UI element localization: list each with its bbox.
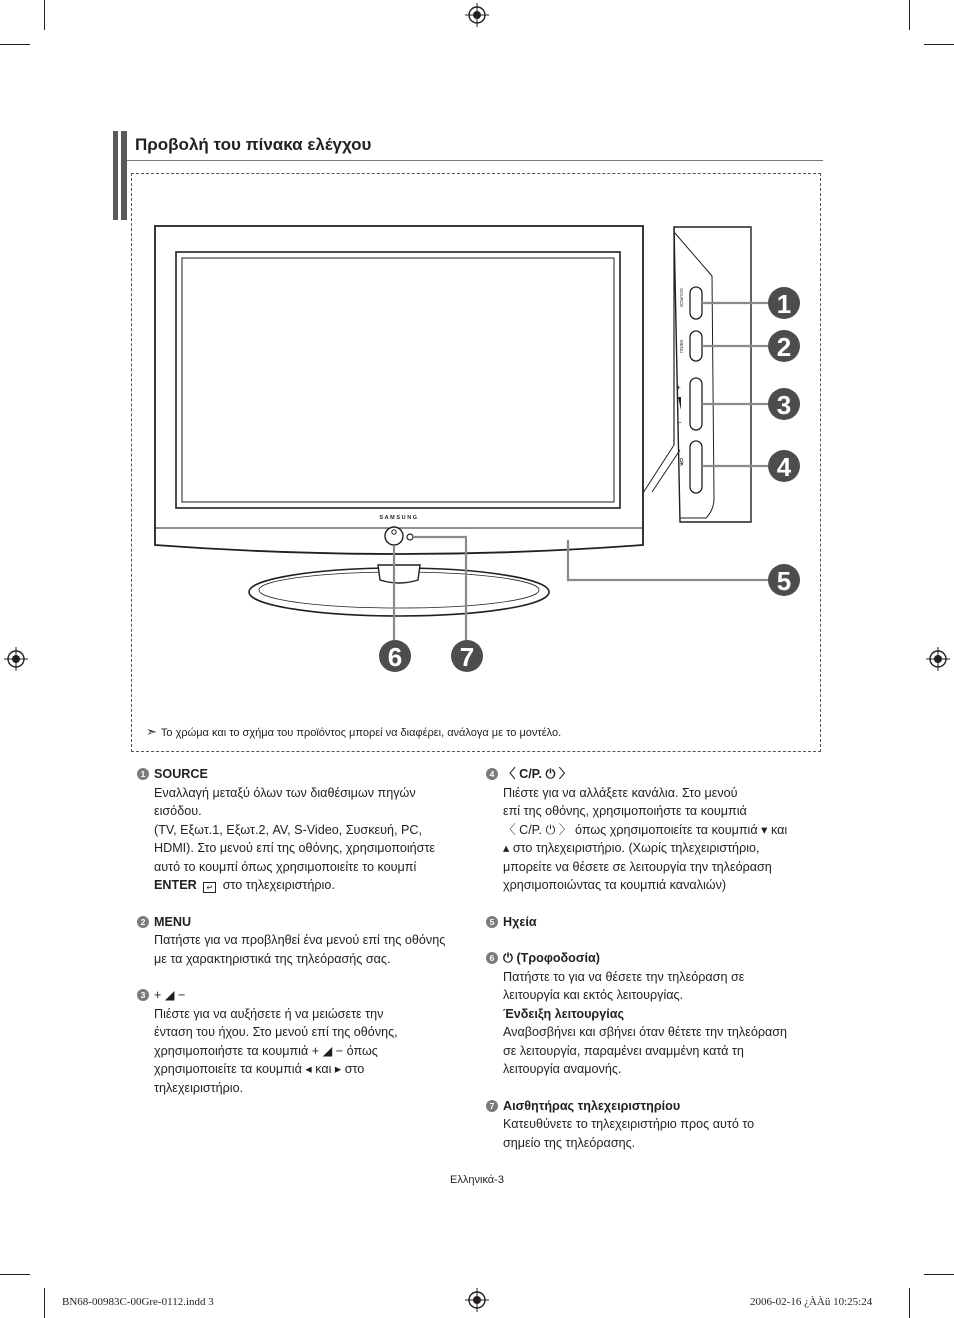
item-sub-label: Ένδειξη λειτουργίας [503,1006,625,1021]
svg-text:7: 7 [459,642,475,672]
item-number-badge: 7 [486,1100,498,1112]
note-text: Το χρώμα και το σχήμα του προϊόντος μπορεί να διαφέρει, ανάλογα με το μοντέλο. [160,727,562,739]
menu-side-button [690,331,702,361]
item-label: Ηχεία [503,914,537,929]
svg-text:1: 1 [776,289,792,319]
item-label: SOURCE [154,767,208,781]
registration-mark-icon [926,647,950,671]
item-sub-text: Αναβοσβήνει και σβήνει όταν θέτετε την τηλεόραση σε λειτουργία, παραμένει αναμμένη κατά τη λειτουργία αναμονής. [503,1025,788,1076]
tv-stand-neck [378,565,420,583]
crop-mark [909,1288,910,1318]
channel-side-button [690,441,702,493]
list-item [140,986,474,1097]
registration-mark-icon [465,1288,489,1312]
enter-tail: στο τηλεχειριστήριο. [222,878,335,892]
item-label: Αισθητήρας τηλεχειριστηρίου [503,1098,681,1113]
tv-illustration [132,174,820,714]
item-text: Πατήστε για να προβληθεί ένα μενού επί της οθόνης με τα χαρακτηριστικά της τηλεόρασής σας. [154,933,446,966]
enter-label: ENTER [154,878,197,892]
list-item [489,913,823,932]
volume-side-button [690,378,702,430]
registration-mark-icon [4,647,28,671]
crop-mark [924,44,954,45]
slug-right: 2006-02-16 ¿ÀÀü 10:25:24 [750,1296,873,1308]
svg-text:6: 6 [387,642,403,672]
item-number-badge: 6 [486,952,498,964]
item-text: Κατευθύνετε το τηλεχειριστήριο προς αυτό το σημείο της τηλεόρασης. [503,1117,755,1150]
item-label: ⏻ (Τροφοδοσία) [503,951,600,965]
heading-bar-highlight [118,131,121,220]
item-label: MENU [154,914,192,929]
list-item [140,913,474,969]
item-label: 〈 C/P. ⏻ 〉 [503,767,572,781]
enter-icon: ↵ [203,882,216,893]
list-item [489,1097,823,1153]
title-rule [127,160,823,161]
side-label-source: SOURCE [679,288,684,308]
item-label: + ◢ − [154,988,186,1002]
side-label-cp: C/P. [679,458,684,467]
list-item [140,765,474,895]
right-column [489,765,823,1170]
item-text: Εναλλαγή μεταξύ όλων των διαθέσιμων πηγών εισόδου. (TV, Εξωτ.1, Εξωτ.2, AV, S-Video, Συσκευή, PC, HDMI). Στο μενού επί της οθόνης, χρησιμοποιήστε αυτό το κουμπί όπως χρησιμοποιείτε το κουμπί [154,785,436,874]
arrow-note-icon: ➣ [146,724,157,739]
crop-mark [924,1274,954,1275]
list-item [489,765,823,895]
side-label-minus: − [677,418,682,427]
page-title: Προβολή του πίνακα ελέγχου [135,135,372,154]
crop-mark [44,1288,45,1318]
item-number-badge: 1 [137,768,149,780]
item-text: Πιέστε για να αυξήσετε ή να μειώσετε την ένταση του ήχου. Στο μενού επί της οθόνης, χρησιμοποιήστε τα κουμπιά + ◢ − όπως χρησιμοποιείτε τα κουμπιά ◂ και ▸ στο τηλεχειριστήριο. [154,1006,398,1095]
item-number-badge: 2 [137,916,149,928]
crop-mark [0,44,30,45]
item-number-badge: 4 [486,768,498,780]
item-number-badge: 5 [486,916,498,928]
remote-sensor [407,534,413,540]
source-side-button [690,287,702,319]
crop-mark [44,0,45,30]
slug-left: BN68-00983C-00Gre-0112.indd 3 [62,1296,214,1308]
svg-text:4: 4 [776,452,792,482]
svg-text:2: 2 [776,332,792,362]
item-text: Πατήστε το για να θέσετε την τηλεόραση σε λειτουργία και εκτός λειτουργίας. [503,969,745,1002]
item-number-badge: 3 [137,989,149,1001]
crop-mark [0,1274,30,1275]
figure-note [146,724,561,740]
crop-mark [909,0,910,30]
item-text: Πιέστε για να αλλάξετε κανάλια. Στο μενού επί της οθόνης, χρησιμοποιήστε τα κουμπιά 〈 C/P. ⏻ 〉 όπως χρησιμοποιείτε τα κουμπιά ▾ και ▴ στο τηλεχειριστήριο. (Χωρίς τηλεχειριστήριο, μπορείτε να θέσετε σε λειτουργία την τηλεόραση χρησιμοποιώντας τα κουμπιά καναλιών) [503,785,788,892]
svg-text:3: 3 [776,390,792,420]
svg-text:5: 5 [776,566,792,596]
registration-mark-icon [465,3,489,27]
left-column [140,765,474,1115]
page-number: Ελληνικά-3 [450,1174,504,1186]
side-label-menu: MENU [679,340,684,354]
side-label-plus: + [676,383,681,392]
list-item [489,949,823,1079]
brand-logo: SAMSUNG [379,515,419,521]
